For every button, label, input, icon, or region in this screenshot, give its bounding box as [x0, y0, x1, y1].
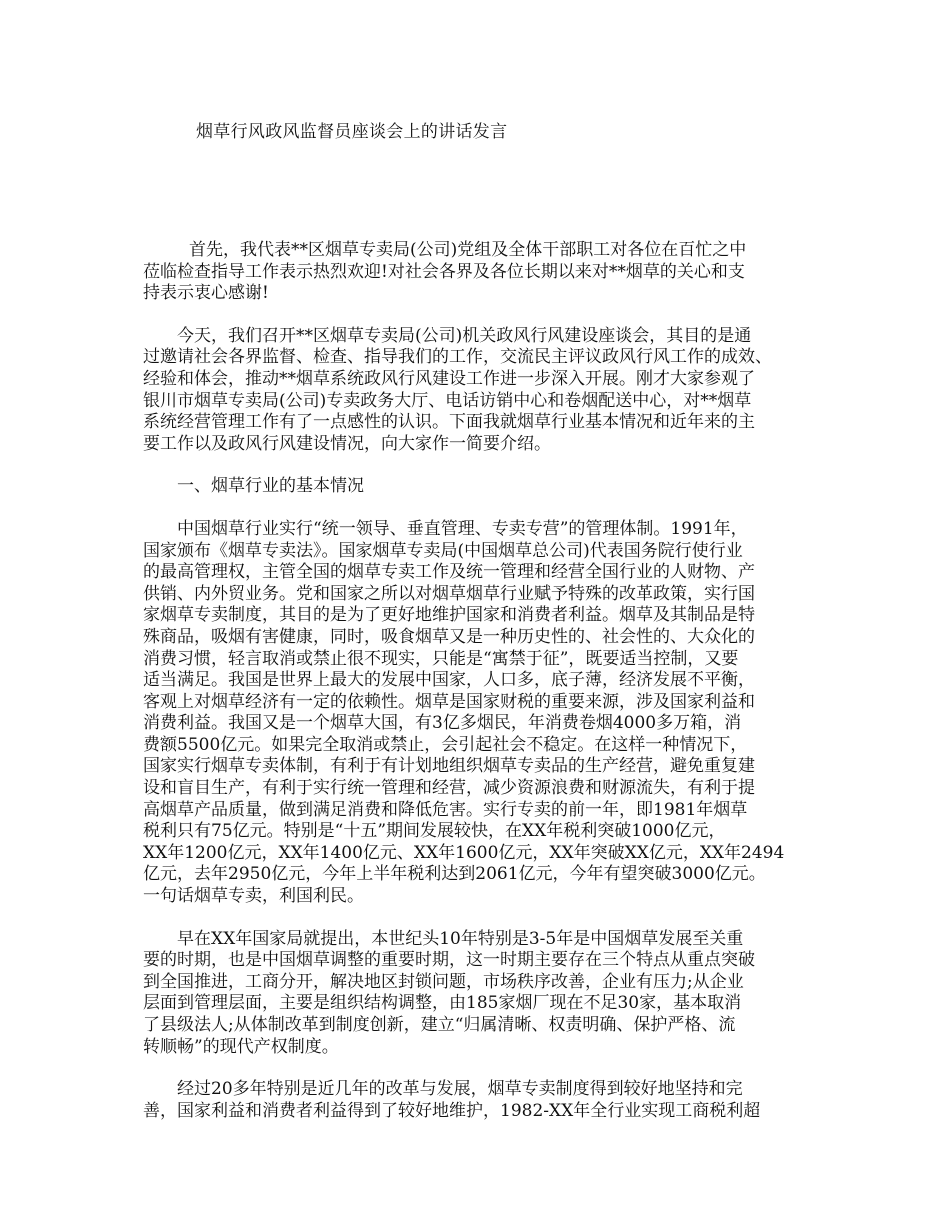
paragraph-1 — [143, 240, 805, 305]
paragraph-line: 国家实行烟草专卖体制，有利于有计划地组织烟草专卖品的生产经营，避免重复建 — [143, 756, 755, 777]
paragraph-line: 设和盲目生产，有利于实行统一管理和经营，减少资源浪费和财源流失，有利于提 — [143, 778, 755, 799]
paragraph-line: 持表示衷心感谢! — [143, 283, 269, 304]
paragraph-5 — [143, 1079, 805, 1122]
document-body — [143, 240, 805, 1143]
paragraph-line: 经过20多年特别是近几年的改革与发展，烟草专卖制度得到较好地坚持和完 — [177, 1079, 743, 1100]
paragraph-2 — [143, 326, 805, 456]
paragraph-line: 消费利益。我国又是一个烟草大国，有3亿多烟民，年消费卷烟4000多万箱，消 — [143, 713, 742, 734]
paragraph-line: 莅临检查指导工作表示热烈欢迎!对社会各界及各位长期以来对**烟草的关心和支 — [143, 261, 745, 282]
paragraph-line: 善，国家利益和消费者利益得到了较好地维护，1982-XX年全行业实现工商税利超 — [143, 1100, 761, 1121]
paragraph-line: 费额5500亿元。如果完全取消或禁止，会引起社会不稳定。在这样一种情况下， — [143, 734, 748, 755]
paragraph-line: 层面到管理层面，主要是组织结构调整，由185家烟厂现在不足30家，基本取消 — [143, 993, 742, 1014]
paragraph-line: 适当满足。我国是世界上最大的发展中国家，人口多，底子薄，经济发展不平衡， — [143, 670, 755, 691]
paragraph-line: 殊商品，吸烟有害健康，同时，吸食烟草又是一种历史性的、社会性的、大众化的 — [143, 626, 755, 647]
paragraph-line: 了县级法人;从体制改革到制度创新，建立“归属清晰、权责明确、保护严格、流 — [143, 1015, 736, 1035]
paragraph-line: 要工作以及政风行风建设情况，向大家作一简要介绍。 — [143, 433, 551, 454]
paragraph-line: 家烟草专卖制度，其目的是为了更好地维护国家和消费者利益。烟草及其制品是特 — [143, 605, 755, 626]
paragraph-line: 早在XX年国家局就提出，本世纪头10年特别是3-5年是中国烟草发展至关重 — [177, 928, 744, 949]
paragraph-3 — [143, 519, 805, 908]
paragraph-line: 的最高管理权，主管全国的烟草专卖工作及统一管理和经营全国行业的人财物、产 — [143, 562, 755, 583]
paragraph-line: 转顺畅”的现代产权制度。 — [143, 1036, 339, 1057]
document-title: 烟草行风政风监督员座谈会上的讲话发言 — [196, 122, 508, 142]
paragraph-line: 客观上对烟草经济有一定的依赖性。烟草是国家财税的重要来源，涉及国家利益和 — [143, 691, 755, 712]
paragraph-line: 首先，我代表**区烟草专卖局(公司)党组及全体干部职工对各位在百忙之中 — [189, 240, 747, 260]
paragraph-4 — [143, 929, 805, 1059]
paragraph-line: 国家颁布《烟草专卖法》。国家烟草专卖局(中国烟草总公司)代表国务院行使行业 — [143, 540, 743, 561]
paragraph-line: XX年1200亿元，XX年1400亿元、XX年1600亿元，XX年突破XX亿元，XX年2494 — [143, 842, 785, 863]
paragraph-line: 亿元，去年2950亿元，今年上半年税利达到2061亿元，今年有望突破3000亿元。 — [143, 864, 766, 885]
paragraph-line: 银川市烟草专卖局(公司)专卖政务大厅、电话访销中心和卷烟配送中心，对**烟草 — [143, 390, 752, 411]
paragraph-line: 消费习惯，轻言取消或禁止很不现实，只能是“寓禁于征”，既要适当控制，又要 — [143, 648, 739, 669]
section-heading-1 — [143, 476, 805, 498]
paragraph-line: 高烟草产品质量，做到满足消费和降低危害。实行专卖的前一年，即1981年烟草 — [143, 799, 748, 820]
paragraph-line: 到全国推进，工商分开，解决地区封锁问题，市场秩序改善，企业有压力;从企业 — [143, 971, 744, 992]
paragraph-line: 今天，我们召开**区烟草专卖局(公司)机关政风行风建设座谈会，其目的是通 — [177, 325, 752, 346]
paragraph-line: 经验和体会，推动**烟草系统政风行风建设工作进一步深入开展。刚才大家参观了 — [143, 368, 755, 389]
paragraph-line: 要的时期，也是中国烟草调整的重要时期，这一时期主要存在三个特点从重点突破 — [143, 950, 755, 971]
section-heading-text: 一、烟草行业的基本情况 — [177, 476, 364, 497]
paragraph-line: 系统经营管理工作有了一点感性的认识。下面我就烟草行业基本情况和近年来的主 — [143, 412, 755, 433]
paragraph-line: 过邀请社会各界监督、检查、指导我们的工作，交流民主评议政风行风工作的成效、 — [143, 347, 772, 368]
paragraph-line: 供销、内外贸业务。党和国家之所以对烟草烟草行业赋予特殊的改革政策，实行国 — [143, 583, 755, 604]
paragraph-line: 中国烟草行业实行“统一领导、垂直管理、专卖专营”的管理体制。1991年， — [177, 518, 748, 539]
paragraph-line: 税利只有75亿元。特别是“十五”期间发展较快，在XX年税利突破1000亿元， — [143, 821, 726, 842]
paragraph-line: 一句话烟草专卖，利国利民。 — [143, 886, 364, 907]
